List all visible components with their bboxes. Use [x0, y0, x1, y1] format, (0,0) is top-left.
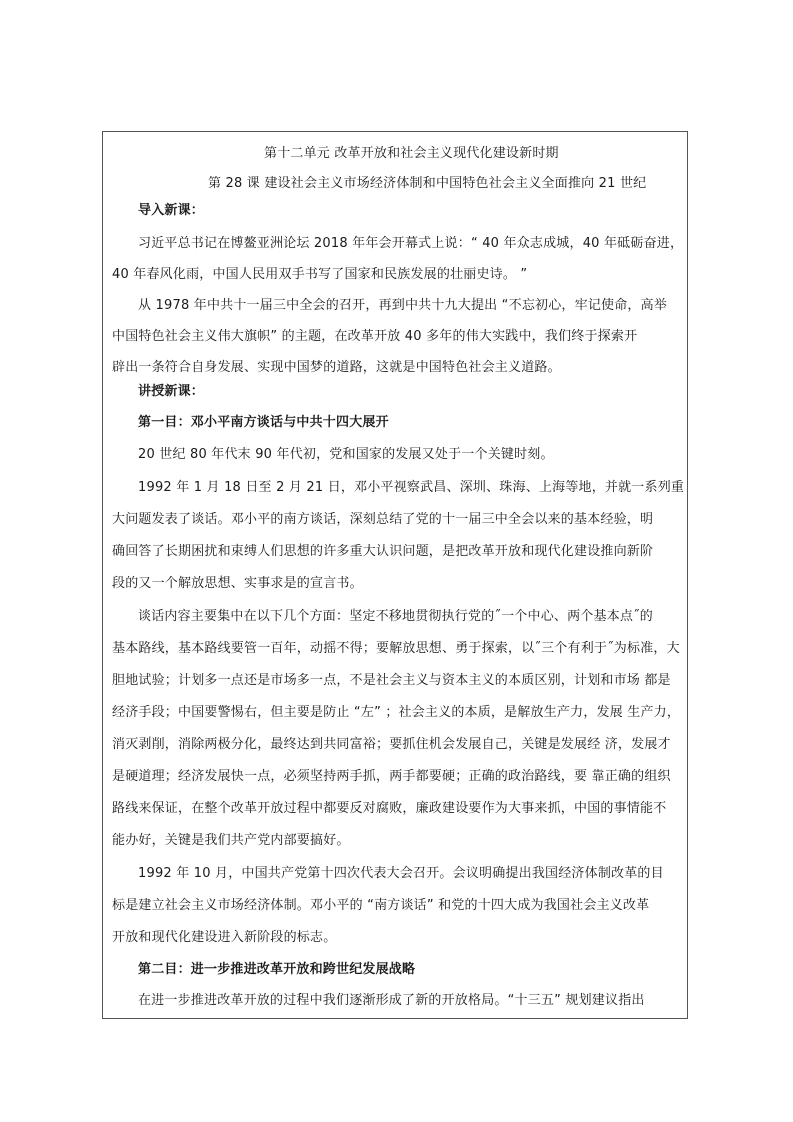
section-1-paragraph-2-line-3: 确回答了长期困扰和束缚人们思想的许多重大认识问题，是把改革开放和现代化建设推向新阶	[112, 544, 654, 559]
intro-paragraph-2-line-2: 中国特色社会主义伟大旗帜” 的主题，在改革开放 40 多年的伟大实践中，我们终于探索开	[112, 329, 638, 344]
lesson-title: 第 28 课 建设社会主义市场经济体制和中国特色社会主义全面推向 21 世纪	[208, 176, 647, 191]
section-1-paragraph-2-line-1: 1992 年 1 月 18 日至 2 月 21 日，邓小平视察武昌、深圳、珠海、上海等地，并就一系列重	[138, 480, 685, 495]
section-1-paragraph-3-line-3: 胆地试验；计划多一点还是市场多一点，不是社会主义与资本主义的本质区别，计划和市场 都是	[112, 673, 671, 688]
section-1-paragraph-2-line-2: 大问题发表了谈话。邓小平的南方谈话，深刻总结了党的十一届三中全会以来的基本经验，明	[112, 512, 654, 527]
section-1-paragraph-3-line-5: 消灭剥削，消除两极分化，最终达到共同富裕；要抓住机会发展自己，关键是发展经 济，发展才	[112, 737, 671, 752]
section-1-paragraph-4-line-1: 1992 年 10 月，中国共产党第十四次代表大会召开。会议明确提出我国经济体制改革的目	[138, 866, 664, 881]
section-1-paragraph-3-line-8: 能办好，关键是我们共产党内部要搞好。	[112, 833, 350, 848]
section-1-heading: 第一目：邓小平南方谈话与中共十四大展开	[138, 415, 389, 430]
section-1-paragraph-3-line-1: 谈话内容主要集中在以下几个方面：坚定不移地贯彻执行党的˝一个中心、两个基本点˝的	[138, 609, 654, 624]
section-1-paragraph-2-line-4: 段的又一个解放思想、实事求是的宣言书。	[112, 576, 363, 591]
lecture-heading: 讲授新课：	[138, 384, 205, 399]
section-1-paragraph-1: 20 世纪 80 年代末 90 年代初，党和国家的发展又处于一个关键时刻。	[138, 447, 554, 462]
section-2-paragraph-1: 在进一步推进改革开放的过程中我们逐渐形成了新的开放格局。“十三五” 规划建议指出	[138, 993, 645, 1008]
section-2-heading: 第二目：进一步推进改革开放和跨世纪发展战略	[138, 962, 416, 977]
intro-heading: 导入新课：	[138, 203, 205, 218]
section-1-paragraph-4-line-2: 标是建立社会主义市场经济体制。邓小平的 “南方谈话” 和党的十四大成为我国社会主义改革	[112, 898, 650, 913]
intro-paragraph-1-line-2: 40 年春风化雨，中国人民用双手书写了国家和民族发展的壮丽史诗。 ”	[112, 267, 528, 282]
section-1-paragraph-4-line-3: 开放和现代化建设进入新阶段的标志。	[112, 930, 337, 945]
document-frame	[102, 131, 688, 1019]
intro-paragraph-2-line-1: 从 1978 年中共十一届三中全会的召开，再到中共十九大提出 “不忘初心，牢记使命，高举	[138, 298, 668, 313]
intro-paragraph-1-line-1: 习近平总书记在博鳌亚洲论坛 2018 年年会开幕式上说：“ 40 年众志成城，40 年砥砺奋进，	[138, 236, 684, 251]
unit-title: 第十二单元 改革开放和社会主义现代化建设新时期	[264, 146, 559, 161]
section-1-paragraph-3-line-7: 路线来保证，在整个改革开放过程中都要反对腐败，廉政建设要作为大事来抓，中国的事情能不	[112, 801, 667, 816]
section-1-paragraph-3-line-4: 经济手段；中国要警惕右，但主要是防止 “左” ；社会主义的本质，是解放生产力，发展 生产力，	[112, 705, 681, 720]
section-1-paragraph-3-line-2: 基本路线，基本路线要管一百年，动摇不得；要解放思想、勇于探索，以˝三个有利于˝为标准，大	[112, 641, 680, 656]
section-1-paragraph-3-line-6: 是硬道理；经济发展快一点，必须坚持两手抓，两手都要硬；正确的政治路线，要 靠正确的组织	[112, 769, 671, 784]
intro-paragraph-2-line-3: 辟出一条符合自身发展、实现中国梦的道路，这就是中国特色社会主义道路。	[112, 360, 561, 375]
